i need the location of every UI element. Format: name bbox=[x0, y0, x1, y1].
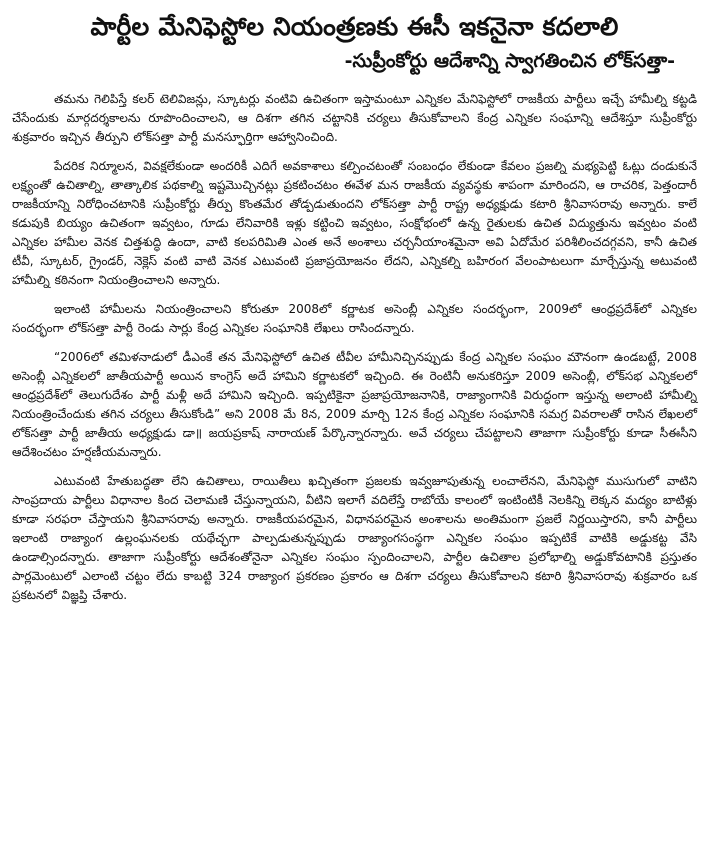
article-subheadline: -సుప్రీంకోర్టు ఆదేశాన్ని స్వాగతించిన లోక్‌సత్తా- bbox=[344, 50, 675, 72]
article-paragraph-5: ఎటువంటి హేతుబద్ధతా లేని ఉచితాలు, రాయితీలు ఖచ్చితంగా ప్రజలకు ఇవ్వజూపుతున్న లంచాలేనని, మేనిఫెస్టో ముసుగులో వాటిని సాంప్రదాయ పార్టీలు విధానాల కింద చెలామణి చేస్తున్నాయని, వీటిని ఇలాగే వదిలేస్తే రాబోయే కాలంలో ఇంటింటికీ నెలకిన్ని లెక్కన మద్యం బాటిళ్లు కూడా సరఫరా చేస్తాయని శ్రీనివాసరావు అన్నారు. రాజకీయపరమైన, విధానపరమైన అంశాలను అంతిమంగా ప్రజలే నిర్ణయిస్తారని, కానీ పార్టీలు ఇలాంటి రాజ్యాంగ ఉల్లంఘనలకు యథేచ్ఛగా పాల్పడుతున్నప్పుడు రాజ్యాంగసంస్థగా ఎన్నికల సంఘం ఇప్పటికే వాటికి అడ్డుకట్ట వేసి ఉండాల్సిందన్నారు. తాజాగా సుప్రీంకోర్టు ఆదేశంతోనైనా ఎన్నికల సంఘం స్పందించాలని, పార్టీల ఉచితాల ప్రలోభాల్ని అడ్డుకోవటానికి ప్రస్తుతం పార్లమెంటులో ఎలాంటి చట్టం లేదు కాబట్టి 324 రాజ్యాంగ ప్రకరణం ప్రకారం ఆ దిశగా చర్యలు తీసుకోవాలని కటారి శ్రీనివాసరావు శుక్రవారం ఒక ప్రకటనలో విజ్ఞప్తి చేశారు. bbox=[12, 474, 697, 602]
article-body bbox=[12, 90, 697, 605]
article-page bbox=[0, 8, 709, 848]
article-paragraph-4: “2006లో తమిళనాడులో డీఎంకే తన మేనిఫెస్టోలో ఉచిత టీవీల హామీనిచ్చినప్పుడు కేంద్ర ఎన్నికల సంఘం మౌనంగా ఉండబట్టే, 2008 అసెంబ్లీ ఎన్నికలలో జాతీయపార్టీ అయిన కాంగ్రెస్ అదే హామిని కర్ణాటకలో ఇచ్చింది. ఈ రెంటినీ అనుకరిస్తూ 2009 అసెంబ్లీ, లోక్‌సభ ఎన్నికలలో ఆంధ్రప్రదేశ్‌లో తెలుగుదేశం పార్టీ మళ్లీ అదే హామిని ఇచ్చింది. ఇప్పటికైనా ప్రజాప్రయోజనానికి, రాజ్యాంగానికి విరుద్ధంగా ఇస్తున్న అలాంటి హామీల్ని నియంత్రించేందుకు తగిన చర్యలు తీసుకోండి” అని 2008 మే 8న, 2009 మార్చి 12న కేంద్ర ఎన్నికల సంఘానికి సమగ్ర వివరాలతో రాసిన లేఖలలో లోక్‌సత్తా పార్టీ జాతీయ అధ్యక్షుడు డా॥ జయప్రకాష్ నారాయణ్ పేర్కొన్నారన్నారు. అవే చర్యలు చేపట్టాలని తాజాగా సుప్రీంకోర్టు కూడా సీఈసీని ఆదేశించటం హర్షణీయమన్నారు. bbox=[12, 350, 697, 459]
article-paragraph-2: పేదరిక నిర్మూలన, వివక్షలేకుండా అందరికీ ఎదిగే అవకాశాలు కల్పించటంతో సంబంధం లేకుండా కేవలం ప్రజల్ని మభ్యపెట్టి ఓట్లు దండుకునే లక్ష్యంతో ఉచితాల్ని, తాత్కాలిక పథకాల్ని ఇష్టమొచ్చినట్లు ప్రకటించటం ఈవేళ మన రాజకీయ వ్యవస్థకు శాపంగా మారిందని, ఆ రాచరిక, పెత్తందారీ రాజకీయాన్ని నిరోధించటానికి సుప్రీంకోర్టు తీర్పు కొంతమేర తోడ్పడుతుందని లోక్‌సత్తా పార్టీ రాష్ట్ర అధ్యక్షుడు కటారి శ్రీనివాసరావు అన్నారు. కాలే కడుపుకి బియ్యం ఉచితంగా ఇవ్వటం, గూడు లేనివారికి ఇళ్లు కట్టించి ఇవ్వటం, సంక్షోభంలో ఉన్న రైతులకు ఉచిత విద్యుత్తును ఇవ్వటం వంటి ఎన్నికల హామీల వెనక చిత్తశుద్ధి ఉందా, వాటి కలపరిమితి ఎంత అనే అంశాలు చర్చనీయాంశమైనా అవి ఏదోమేర పరిశీలించదగ్గవని, కానీ ఉచిత టీవీ, స్కూటర్, గ్రైండర్, నెక్లెస్ వంటి వాటి వెనక ఎటువంటి ప్రజాప్రయోజనం లేదని, ఎన్నికల్ని బహిరంగ వేలంపాటలుగా మార్చేస్తున్న అటువంటి హామీల్ని కఠినంగా నియంత్రించాలని అన్నారు. bbox=[12, 159, 697, 287]
article-paragraph-3: ఇలాంటి హామీలను నియంత్రించాలని కోరుతూ 2008లో కర్ణాటక అసెంబ్లీ ఎన్నికల సందర్భంగా, 2009లో ఆంధ్రప్రదేశ్‌లో ఎన్నికల సందర్భంగా లోక్‌సత్తా పార్టీ రెండు సార్లు కేంద్ర ఎన్నికల సంఘానికి లేఖలు రాసిందన్నారు. bbox=[12, 302, 697, 335]
article-headline: పార్టీల మేనిఫెస్టోల నియంత్రణకు ఈసీ ఇకనైనా కదలాలి bbox=[90, 12, 619, 41]
article-paragraph-1: తమను గెలిపిస్తే కలర్ టెలివిజన్లు, స్కూటర్లు వంటివి ఉచితంగా ఇస్తామంటూ ఎన్నికల మేనిఫెస్టోలో రాజకీయ పార్టీలు ఇచ్చే హామీల్ని కట్టడి చేసేందుకు మార్గదర్శకాలను రూపొందించాలని, ఆ దిశగా తగిన చట్టానికి చర్యలు తీసుకోవాలని కేంద్ర ఎన్నికల సంఘాన్ని ఆదేశిస్తూ సుప్రీంకోర్టు శుక్రవారం ఇచ్చిన తీర్పుని లోక్‌సత్తా పార్టీ మనస్ఫూర్తిగా ఆహ్వానించింది. bbox=[12, 92, 697, 144]
